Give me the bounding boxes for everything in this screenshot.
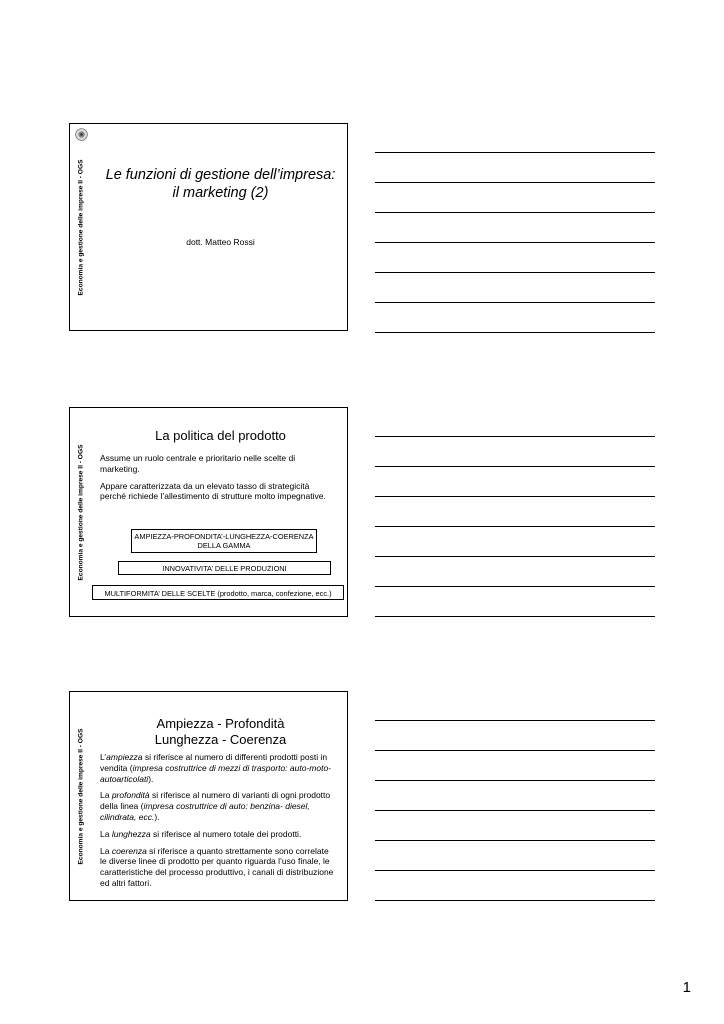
- note-line: [375, 750, 655, 751]
- author: dott. Matteo Rossi: [186, 237, 255, 247]
- note-line: [375, 870, 655, 871]
- note-line: [375, 526, 655, 527]
- side-label: Economia e gestione delle imprese II - OGS: [77, 159, 85, 295]
- note-line: [375, 466, 655, 467]
- note-line: [375, 900, 655, 901]
- slide-body: [100, 453, 337, 508]
- side-label: Economia e gestione delle imprese II - OGS: [77, 728, 85, 864]
- note-line: [375, 152, 655, 153]
- innovation-box: INNOVATIVITA’ DELLE PRODUZIONI: [118, 561, 331, 575]
- note-line: [375, 586, 655, 587]
- note-line: [375, 840, 655, 841]
- note-line: [375, 436, 655, 437]
- note-line: [375, 302, 655, 303]
- paragraph: La coerenza si riferisce a quanto strettamente sono correlate le diverse linee di prodotto per quanto riguarda l’uso finale, le caratteristiche del processo produttivo, i canali di distribuzione ed altri fattori.: [100, 845, 334, 888]
- slide-3: [69, 691, 348, 901]
- paragraph: La lunghezza si riferisce al numero totale dei prodotti.: [100, 828, 302, 839]
- note-line: [375, 720, 655, 721]
- note-line: [375, 556, 655, 557]
- slide-title: La politica del prodotto: [155, 428, 286, 443]
- page-number: 1: [682, 979, 691, 996]
- note-line: [375, 212, 655, 213]
- gamma-box: AMPIEZZA-PROFONDITA’-LUNGHEZZA-COERENZA DELLA GAMMA: [131, 529, 317, 553]
- slide-title: Le funzioni di gestione dell’impresa: il marketing (2): [105, 167, 336, 201]
- note-line: [375, 616, 655, 617]
- note-line: [375, 780, 655, 781]
- slide-title: Ampiezza - Profondità Lunghezza - Coerenza: [154, 716, 287, 747]
- slide-1: [69, 123, 348, 331]
- note-line: [375, 810, 655, 811]
- note-line: [375, 182, 655, 183]
- slide-body: [100, 752, 337, 895]
- paragraph: Appare caratterizzata da un elevato tasso di strategicità perché richiede l’allestimento di strutture molto impegnative.: [100, 480, 326, 502]
- paragraph: Assume un ruolo centrale e prioritario nelle scelte di marketing.: [100, 453, 296, 474]
- note-line: [375, 242, 655, 243]
- paragraph: La profondità si riferisce al numero di varianti di ogni prodotto della linea (impresa costruttrice di auto: benzina- diesel, cilindrata, ecc.).: [100, 790, 331, 822]
- note-line: [375, 272, 655, 273]
- slide-2: [69, 407, 348, 617]
- side-label: Economia e gestione delle imprese II - OGS: [77, 444, 85, 580]
- note-line: [375, 332, 655, 333]
- paragraph: L’ampiezza si riferisce al numero di differenti prodotti posti in vendita (impresa costruttrice di mezzi di trasporto: auto-moto-autoarticolati).: [100, 752, 332, 784]
- note-line: [375, 496, 655, 497]
- multiformity-box: MULTIFORMITA’ DELLE SCELTE (prodotto, marca, confezione, ecc.): [92, 585, 344, 600]
